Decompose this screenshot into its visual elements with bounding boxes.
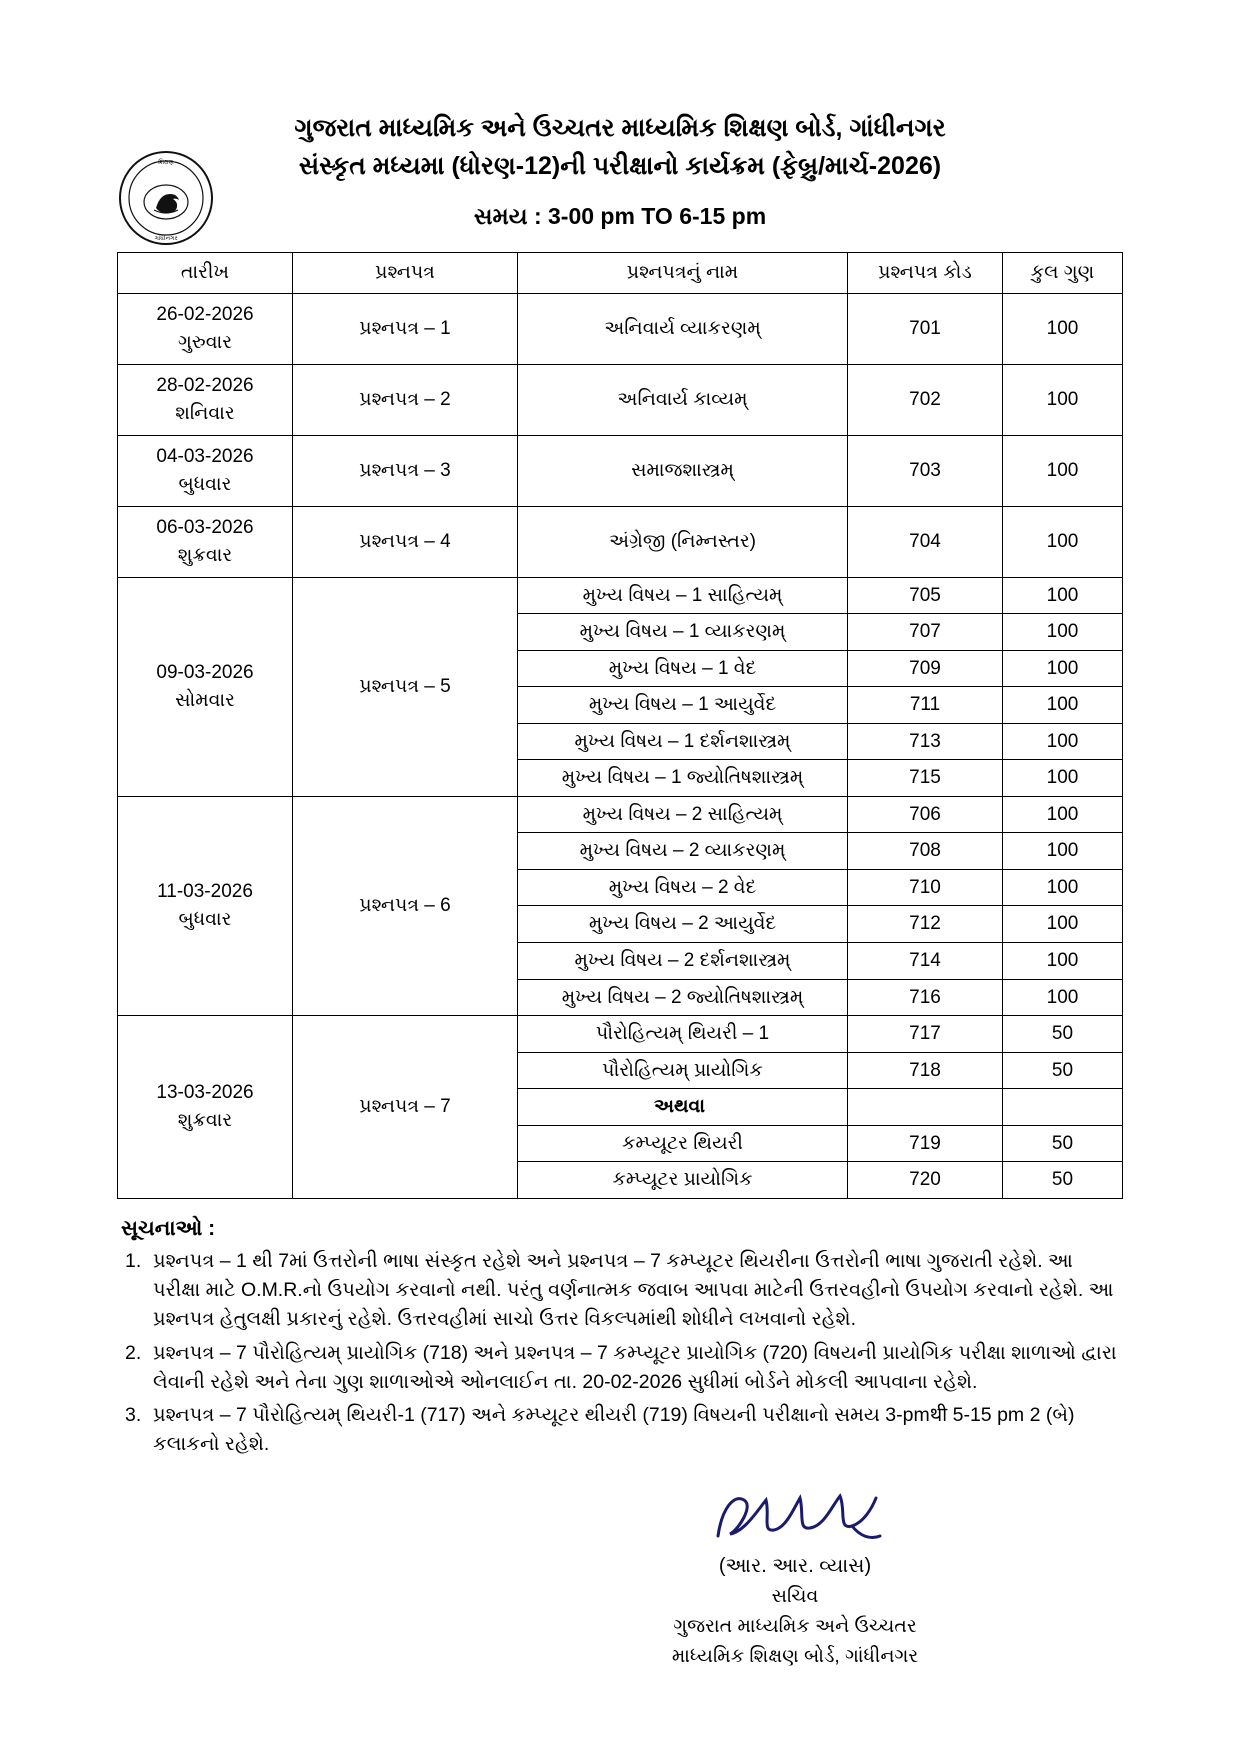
cell-paper-name: પૌરોહિત્યમ્ પ્રાયોગિક: [518, 1052, 848, 1089]
cell-paper-code: 704: [848, 506, 1003, 577]
cell-paper: પ્રશ્નપત્ર – 5: [293, 577, 518, 796]
table-row: [118, 435, 1123, 506]
col-header-paper-name: પ્રશ્નપત્રનું નામ: [518, 253, 848, 294]
document-header: [0, 0, 1240, 242]
cell-paper-code: 708: [848, 833, 1003, 870]
cell-paper: પ્રશ્નપત્ર – 1: [293, 293, 518, 364]
cell-paper-code: 706: [848, 796, 1003, 833]
signatory-name: (આર. આર. વ્યાસ): [718, 1554, 872, 1577]
table-row: [118, 1016, 1123, 1053]
cell-paper-name: મુખ્ય વિષય – 2 વેદ: [518, 869, 848, 906]
cell-total-marks: 100: [1003, 760, 1123, 797]
instruction-item: [115, 1339, 1125, 1398]
page-title-line2: સંસ્કૃત મધ્યમા (ધોરણ-12)ની પરીક્ષાનો કાર્યક્રમ (ફેબ્રુ/માર્ચ-2026): [298, 151, 942, 180]
instruction-item: [115, 1247, 1125, 1335]
cell-paper-code: 702: [848, 364, 1003, 435]
cell-paper-name: અનિવાર્ય કાવ્યમ્: [518, 364, 848, 435]
instruction-text: પ્રશ્નપત્ર – 1 થી 7માં ઉત્તરોની ભાષા સંસ્કૃત રહેશે અને પ્રશ્નપત્ર – 7 કમ્પ્યૂટર થિયરીના ઉત્તરોની ભાષા ગુજરાતી રહેશે. આ પરીક્ષા માટે O.M.R.નો ઉપયોગ કરવાનો નથી. પરંતુ વર્ણનાત્મક જવાબ આપવા માટેની ઉત્તરવહીનો ઉપયોગ કરવાનો રહેશે. આ પ્રશ્નપત્ર હેતુલક્ષી પ્રકારનું રહેશે. ઉત્તરવહીમાં સાચો ઉત્તર વિકલ્પમાંથી શોધીને લખવાનો રહેશે.: [153, 1249, 1114, 1331]
cell-total-marks: 100: [1003, 796, 1123, 833]
cell-paper-code: 717: [848, 1016, 1003, 1053]
cell-total-marks: 100: [1003, 979, 1123, 1016]
cell-paper-code: [848, 1089, 1003, 1126]
cell-date: [118, 506, 293, 577]
cell-paper: પ્રશ્નપત્ર – 7: [293, 1016, 518, 1199]
cell-total-marks: 50: [1003, 1052, 1123, 1089]
exam-day: શનિવાર: [175, 402, 235, 424]
exam-date: 09-03-2026: [156, 662, 254, 684]
signatory-org-line2: માધ્યમિક શિક્ષણ બોર્ડ, ગાંધીનગર: [671, 1646, 919, 1668]
cell-paper: પ્રશ્નપત્ર – 4: [293, 506, 518, 577]
cell-paper-name: મુખ્ય વિષય – 2 સાહિત્યમ્: [518, 796, 848, 833]
table-row: [118, 796, 1123, 833]
title-block: [180, 110, 1060, 185]
cell-paper: પ્રશ્નપત્ર – 2: [293, 364, 518, 435]
col-header-paper: પ્રશ્નપત્ર: [293, 253, 518, 294]
cell-paper-code: 705: [848, 577, 1003, 614]
instruction-item: [115, 1401, 1125, 1460]
cell-paper-name: મુખ્ય વિષય – 1 વેદ: [518, 650, 848, 687]
cell-paper-code: 703: [848, 435, 1003, 506]
cell-total-marks: 100: [1003, 614, 1123, 651]
cell-paper-code: 716: [848, 979, 1003, 1016]
cell-paper-code: 701: [848, 293, 1003, 364]
exam-date: 26-02-2026: [156, 304, 254, 325]
cell-paper-name: મુખ્ય વિષય – 1 સાહિત્યમ્: [518, 577, 848, 614]
exam-date: 13-03-2026: [156, 1082, 254, 1104]
cell-paper: પ્રશ્નપત્ર – 3: [293, 435, 518, 506]
instruction-number: 3.: [125, 1404, 142, 1427]
svg-text:શિક્ષણ: શિક્ષણ: [158, 160, 174, 166]
col-header-total-marks: કુલ ગુણ: [1003, 253, 1123, 294]
exam-schedule-table: [117, 252, 1123, 1199]
exam-day: ગુરુવાર: [177, 331, 233, 353]
cell-total-marks: 100: [1003, 435, 1123, 506]
cell-paper-code: 711: [848, 687, 1003, 724]
exam-day: બુધવાર: [178, 908, 232, 930]
cell-paper-name: અનિવાર્ય વ્યાકરણમ્: [518, 293, 848, 364]
exam-time: સમય : 3-00 pm TO 6-15 pm: [473, 203, 767, 229]
instructions-list: [115, 1247, 1125, 1460]
cell-paper-code: 715: [848, 760, 1003, 797]
cell-date: [118, 1016, 293, 1199]
instruction-text: પ્રશ્નપત્ર – 7 પૌરોહિત્યમ્ પ્રાયોગિક (718) અને પ્રશ્નપત્ર – 7 કમ્પ્યૂટર પ્રાયોગિક (720) વિષયની પ્રાયોગિક પરીક્ષા શાળાઓ દ્વારા લેવાની રહેશે અને તેના ગુણ શાળાઓએ ઓનલાઈન તા. 20-02-2026 સુધીમાં બોર્ડને મોકલી આપવાના રહેશે.: [153, 1341, 1117, 1393]
cell-paper-name: મુખ્ય વિષય – 2 વ્યાકરણમ્: [518, 833, 848, 870]
exam-date: 06-03-2026: [156, 517, 254, 538]
cell-total-marks: 100: [1003, 943, 1123, 980]
exam-date: 04-03-2026: [156, 446, 254, 467]
signatory-org-line1: ગુજરાત માધ્યમિક અને ઉચ્ચતર: [673, 1615, 917, 1637]
cell-paper-code: 720: [848, 1162, 1003, 1199]
cell-paper-name: અંગ્રેજી (નિમ્નસ્તર): [518, 506, 848, 577]
instruction-number: 1.: [125, 1249, 142, 1272]
cell-paper-code: 709: [848, 650, 1003, 687]
cell-paper-name: સમાજશાસ્ત્રમ્: [518, 435, 848, 506]
instructions-title: સૂચનાઓ :: [121, 1216, 216, 1240]
col-header-date: તારીખ: [118, 253, 293, 294]
cell-paper-name: પૌરોહિત્યમ્ થિયરી – 1: [518, 1016, 848, 1053]
cell-paper-code: 714: [848, 943, 1003, 980]
cell-paper-name: મુખ્ય વિષય – 1 વ્યાકરણમ્: [518, 614, 848, 651]
cell-paper-name: કમ્પ્યૂટર પ્રાયોગિક: [518, 1162, 848, 1199]
cell-total-marks: 100: [1003, 906, 1123, 943]
exam-date: 28-02-2026: [156, 375, 254, 396]
cell-date: [118, 364, 293, 435]
instruction-text: પ્રશ્નપત્ર – 7 પૌરોહિત્યમ્ થિયરી-1 (717) અને કમ્પ્યૂટર થીયરી (719) વિષયની પરીક્ષાનો સમય 3-pmथी 5-15 pm 2 (બે) કલાકનો રહેશે.: [153, 1404, 1075, 1456]
table-row: [118, 577, 1123, 614]
cell-paper-name: મુખ્ય વિષય – 2 આયુર્વેદ: [518, 906, 848, 943]
cell-date: [118, 293, 293, 364]
cell-paper-code: 710: [848, 869, 1003, 906]
cell-total-marks: 100: [1003, 364, 1123, 435]
cell-total-marks: 100: [1003, 293, 1123, 364]
cell-paper-name: મુખ્ય વિષય – 1 આયુર્વેદ: [518, 687, 848, 724]
cell-paper-code: 712: [848, 906, 1003, 943]
cell-paper-name: મુખ્ય વિષય – 2 દર્શનશાસ્ત્રમ્: [518, 943, 848, 980]
cell-paper-code: 718: [848, 1052, 1003, 1089]
instruction-number: 2.: [125, 1341, 142, 1364]
cell-total-marks: 100: [1003, 723, 1123, 760]
col-header-paper-code: પ્રશ્નપત્ર કોડ: [848, 253, 1003, 294]
cell-paper: પ્રશ્નપત્ર – 6: [293, 796, 518, 1015]
cell-total-marks: 100: [1003, 506, 1123, 577]
cell-paper-code: 713: [848, 723, 1003, 760]
cell-total-marks: 50: [1003, 1162, 1123, 1199]
cell-paper-name: કમ્પ્યૂટર થિયરી: [518, 1125, 848, 1162]
cell-total-marks: [1003, 1089, 1123, 1126]
cell-total-marks: 50: [1003, 1125, 1123, 1162]
cell-paper-code: 719: [848, 1125, 1003, 1162]
cell-date: [118, 435, 293, 506]
svg-text:ગાંધીનગર: ગાંધીનગર: [154, 236, 178, 242]
cell-total-marks: 100: [1003, 577, 1123, 614]
table-row: [118, 364, 1123, 435]
signature-block: [0, 1486, 1240, 1673]
table-row: [118, 293, 1123, 364]
board-emblem-icon: [118, 150, 214, 246]
cell-paper-name: મુખ્ય વિષય – 2 જ્યોતિષશાસ્ત્રમ્: [518, 979, 848, 1016]
cell-or-separator: અથવા: [518, 1089, 848, 1126]
cell-date: [118, 577, 293, 796]
cell-total-marks: 100: [1003, 650, 1123, 687]
exam-day: શુક્રવાર: [177, 1109, 233, 1131]
cell-paper-name: મુખ્ય વિષય – 1 દર્શનશાસ્ત્રમ્: [518, 723, 848, 760]
instructions-section: [115, 1217, 1125, 1460]
exam-day: સોમવાર: [175, 689, 235, 711]
table-body: [118, 293, 1123, 1198]
cell-paper-code: 707: [848, 614, 1003, 651]
table-row: [118, 506, 1123, 577]
cell-total-marks: 50: [1003, 1016, 1123, 1053]
table-header-row: [118, 253, 1123, 294]
cell-date: [118, 796, 293, 1015]
signatory-role: સચિવ: [771, 1585, 819, 1607]
cell-total-marks: 100: [1003, 833, 1123, 870]
handwritten-signature-icon: [350, 1486, 1240, 1548]
cell-paper-name: મુખ્ય વિષય – 1 જ્યોતિષશાસ્ત્રમ્: [518, 760, 848, 797]
cell-total-marks: 100: [1003, 869, 1123, 906]
exam-date: 11-03-2026: [157, 881, 253, 903]
cell-total-marks: 100: [1003, 687, 1123, 724]
exam-day: શુક્રવાર: [177, 544, 233, 566]
page-title-line1: ગુજરાત માધ્યમિક અને ઉચ્ચતર માધ્યમિક શિક્ષણ બોર્ડ, ગાંધીનગર: [294, 114, 946, 142]
exam-day: બુધવાર: [178, 473, 232, 495]
